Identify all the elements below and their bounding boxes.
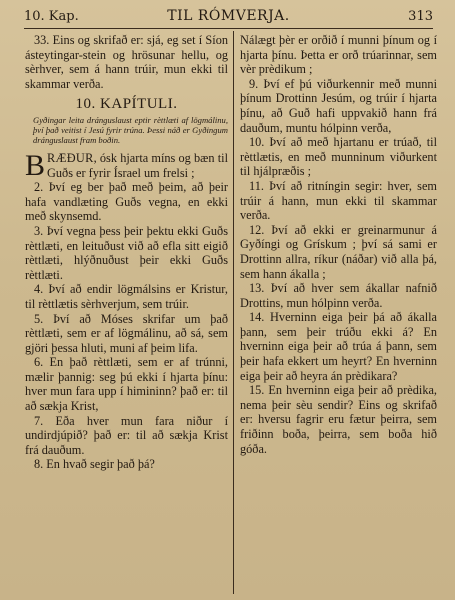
verse-10-15: 15. En hverninn eiga þeir að prèdika, nema þeir sèu sendir? Eins og skrifað er: hversu fagrir eru fætur þeirra, sem friðinn boða, þeirra, sem boða hið góða. — [240, 383, 437, 456]
verse-10-10: 10. Því að með hjartanu er trúað, til rèttlætis, en með munninum viðurkent til hjálpræðis ; — [240, 135, 437, 179]
verse-10-1 — [25, 148, 228, 182]
chapter-summary: Gyðingar leita dránguslaust eptir rèttlæti af lögmálinu, því það veitist í Jesú fyrir trúna. Þessi náð er Gyðingum dránguslaust fram boðin. — [33, 114, 228, 145]
verse-10-12: 12. Því að ekki er greinarmunur á Gyðíngi og Grískum ; því sá sami er Drottinn allra, ríkur (náðar) við alla þá, sem hann ákalla ; — [240, 222, 437, 281]
chapter-heading: 10. KAPÍTULI. — [75, 96, 178, 113]
verse-1-opening-caps: RÆÐUR — [47, 150, 94, 165]
verse-10-4: 4. Því að endir lögmálsins er Kristur, til rèttlætis sèrhverjum, sem trúir. — [25, 282, 228, 311]
verse-10-6: 6. En það rèttlæti, sem er af trúnni, mælir þannig: seg þú ekki í hjarta þínu: hver mun fara upp í himininn? það er: til að sækja Krist, — [25, 355, 228, 414]
verse-10-11: 11. Því að ritníngin segir: hver, sem trúir á hann, mun ekki til skammar verða. — [240, 178, 437, 223]
verse-10-8-continued: Nálægt þèr er orðið í munni þínum og í hjarta þínu. Þetta er orð trúarinnar, sem vèr prèdikum ; — [240, 33, 437, 77]
page-number: 313 — [408, 9, 433, 24]
drop-cap: B — [25, 148, 46, 182]
verse-10-2: 2. Því eg ber það með þeim, að þeir hafa vandlæting Guðs vegna, en ekki með skynsemd. — [25, 180, 228, 224]
verse-10-9: 9. Því ef þú viðurkennir með munni þínum Drottinn Jesúm, og trúir í hjarta þínu, að Guð hafi uppvakið hann frá dauðum, muntu hólpinn verða, — [240, 76, 437, 135]
verse-10-7: 7. Eða hver mun fara niður í undirdjúpið? það er: til að sækja Krist frá dauðum. — [25, 413, 228, 457]
verse-10-14: 14. Hverninn eiga þeir þá að ákalla þann, sem þeir trúðu ekki á? En hverninn eiga þeir að trúa á þann, sem þeir hafa ekkert um heyrt? En hverninn eiga þeir að heyra án prèdikara? — [240, 310, 437, 383]
right-column — [240, 33, 437, 456]
left-column — [25, 33, 228, 472]
verse-1-text: , ósk hjarta míns og bæn til Guðs er fyrir Ísrael um frelsi ; — [47, 150, 228, 180]
verse-10-8: 8. En hvað segir það þá? — [34, 457, 155, 472]
verse-9-33: 33. Eins og skrifað er: sjá, eg set í Síon ásteytingar-stein og hrösunar hellu, og sèrhver, sem á hann trúir, mun ekki til skammar verða. — [25, 33, 228, 91]
chapter-label: 10. Kap. — [24, 9, 79, 24]
verse-10-3: 3. Því vegna þess þeir þektu ekki Guðs rèttlæti, en leituðust við að efla sitt eigið rèttlæti, hlýðnuðust þeir ekki Guðs rèttlæti. — [25, 223, 228, 282]
header-rule — [24, 28, 433, 29]
verse-10-13: 13. Því að hver sem ákallar nafnið Drottins, mun hólpinn verða. — [240, 281, 437, 310]
verse-10-5: 5. Því að Móses skrifar um það rèttlæti, sem er af lögmálinu, að sá, sem gjöri þessa hluti, muni af þeim lifa. — [25, 311, 228, 355]
book-title: TIL RÓMVERJA. — [167, 8, 290, 24]
running-header — [24, 7, 433, 27]
column-divider — [233, 31, 234, 594]
